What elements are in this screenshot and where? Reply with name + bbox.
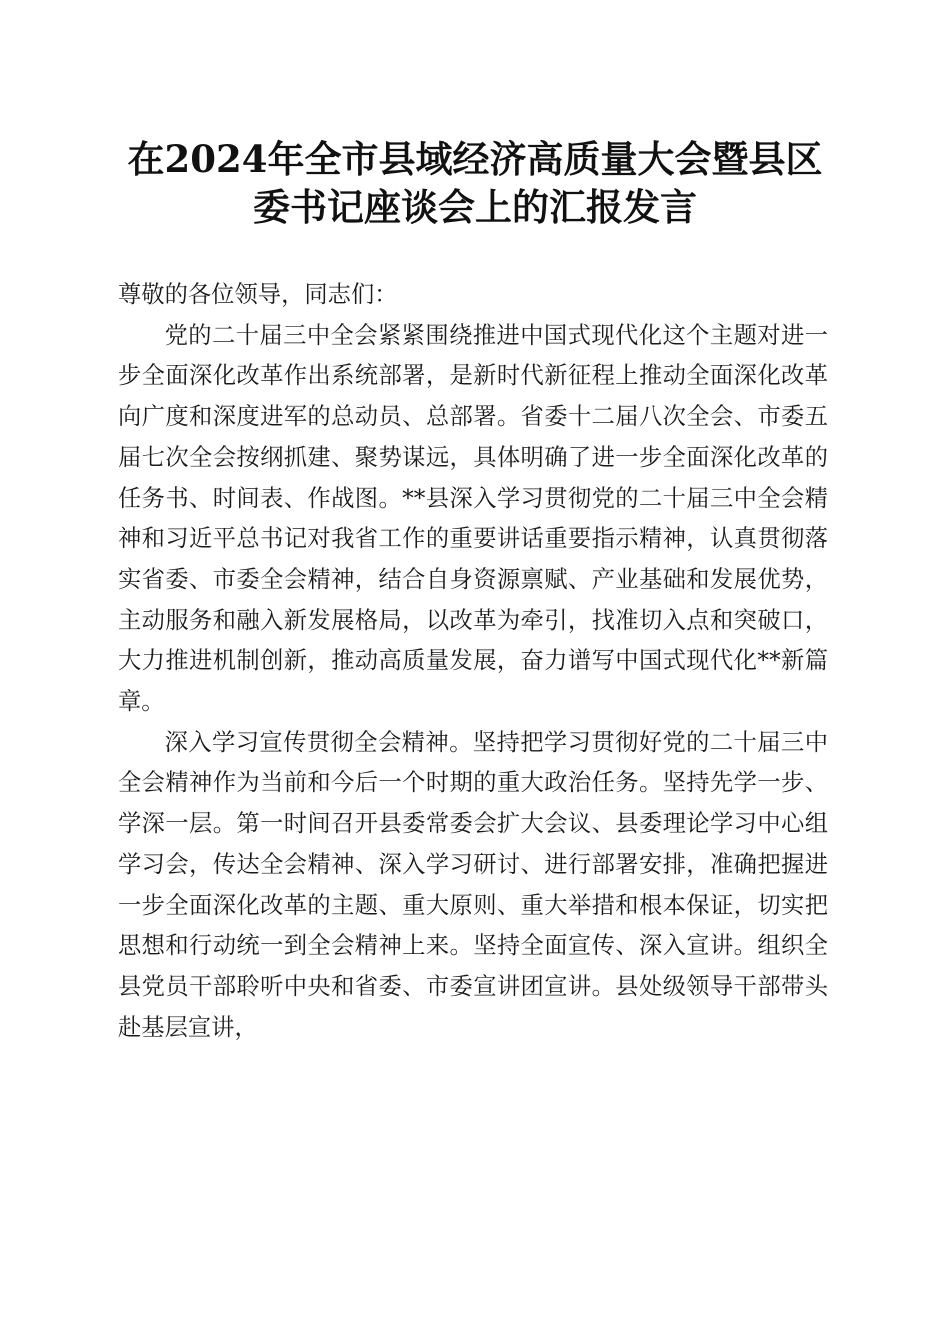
paragraph-2: 深入学习宣传贯彻全会精神。坚持把学习贯彻好党的二十届三中全会精神作为当前和今后一个时期的重大政治任务。坚持先学一步、学深一层。第一时间召开县委常委会扩大会议、县委理论学习中心组学习会，传达全会精神、深入学习研讨、进行部署安排，准确把握进一步全面深化改革的主题、重大原则、重大举措和根本保证，切实把思想和行动统一到全会精神上来。坚持全面宣传、深入宣讲。组织全县党员干部聆听中央和省委、市委宣讲团宣讲。县处级领导干部带头赴基层宣讲， <box>118 728 828 1041</box>
document-title: 在2024年全市县域经济高质量大会暨县区委书记座谈会上的汇报发言 <box>127 137 823 229</box>
document-body <box>118 275 828 1048</box>
greeting: 尊敬的各位领导，同志们： <box>118 281 398 308</box>
paragraph-1: 党的二十届三中全会紧紧围绕推进中国式现代化这个主题对进一步全面深化改革作出系统部署，是新时代新征程上推动全面深化改革向广度和深度进军的总动员、总部署。省委十二届八次全会、市委五届七次全会按纲抓建、聚势谋远，具体明确了进一步全面深化改革的任务书、时间表、作战图。**县深入学习贯彻党的二十届三中全会精神和习近平总书记对我省工作的重要讲话重要指示精神，认真贯彻落实省委、市委全会精神，结合自身资源禀赋、产业基础和发展优势，主动服务和融入新发展格局，以改革为牵引，找准切入点和突破口，大力推进机制创新，推动高质量发展，奋力谱写中国式现代化**新篇章。 <box>118 321 828 716</box>
